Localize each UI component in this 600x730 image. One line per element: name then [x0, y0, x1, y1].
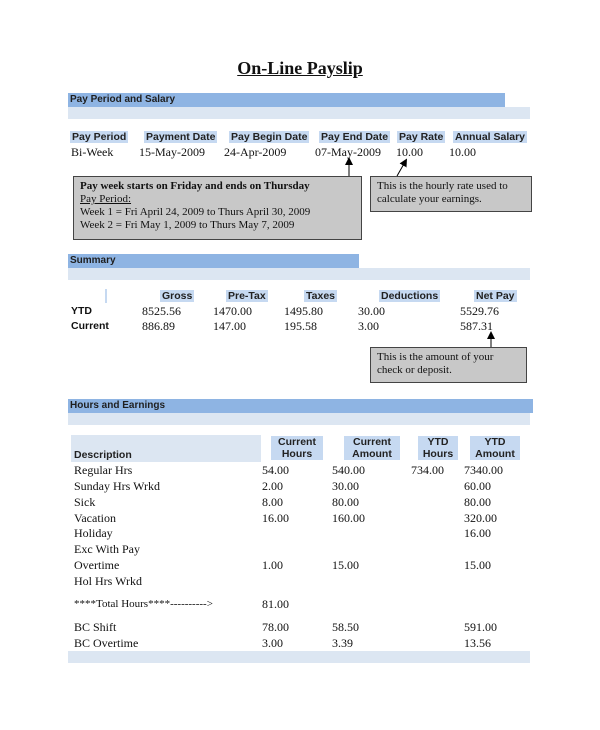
hours-row-cur-hours: 54.00 — [262, 463, 289, 477]
hours-row-cur-hours: 1.00 — [262, 558, 283, 572]
note-net-line1: This is the amount of your — [377, 351, 494, 363]
hours-header-ytd-hours: YTD Hours — [418, 436, 458, 460]
hours-row-cur-amount: 160.00 — [332, 511, 365, 525]
note-pay-week-line4: Week 2 = Fri May 1, 2009 to Thurs May 7, 2009 — [80, 219, 295, 231]
summary-current-taxes: 195.58 — [284, 319, 317, 333]
page-title: On-Line Payslip — [237, 58, 363, 78]
summary-ytd-net-pay: 5529.76 — [460, 304, 499, 318]
col-header-pay-end-date: Pay End Date — [321, 131, 389, 143]
summary-header-pretax: Pre-Tax — [228, 290, 266, 302]
col-header-payment-date: Payment Date — [146, 131, 216, 143]
summary-marker — [105, 289, 107, 303]
note-net-line2: check or deposit. — [377, 364, 452, 376]
hours-row-desc: Sunday Hrs Wrkd — [74, 479, 160, 493]
hours-row-desc: Exc With Pay — [74, 542, 140, 556]
bc-row-cur-hours: 3.00 — [262, 636, 283, 650]
hours-row-cur-hours: 16.00 — [262, 511, 289, 525]
note-rate-line1: This is the hourly rate used to — [377, 180, 508, 192]
summary-row-label-current: Current — [71, 320, 109, 332]
section-heading-pay-period: Pay Period and Salary — [68, 93, 505, 107]
total-hours-label: ****Total Hours****----------> — [74, 598, 213, 610]
summary-current-pretax: 147.00 — [213, 319, 246, 333]
hours-row-cur-amount: 540.00 — [332, 463, 365, 477]
summary-header-deductions: Deductions — [381, 290, 439, 302]
section-footer-divider — [68, 651, 530, 663]
hours-row-desc: Overtime — [74, 558, 120, 572]
hours-header-ytd-amount: YTD Amount — [470, 436, 520, 460]
hours-row-cur-hours: 8.00 — [262, 495, 283, 509]
hours-row-ytd-amount: 15.00 — [464, 558, 491, 572]
col-header-annual-salary: Annual Salary — [455, 131, 526, 143]
summary-ytd-gross: 8525.56 — [142, 304, 181, 318]
hours-row-ytd-amount: 16.00 — [464, 526, 491, 540]
bc-row-ytd-amount: 591.00 — [464, 620, 497, 634]
value-payment-date: 15-May-2009 — [139, 145, 205, 159]
note-rate-line2: calculate your earnings. — [377, 193, 482, 205]
note-pay-week-line2: Pay Period: — [80, 193, 132, 205]
value-annual-salary: 10.00 — [449, 145, 476, 159]
section-heading-summary: Summary — [68, 254, 359, 268]
hours-row-ytd-amount: 320.00 — [464, 511, 497, 525]
col-header-pay-rate: Pay Rate — [399, 131, 444, 143]
bc-row-desc: BC Shift — [74, 620, 117, 634]
hours-row-desc: Sick — [74, 495, 96, 509]
summary-row-label-ytd: YTD — [71, 305, 92, 317]
value-pay-rate: 10.00 — [396, 145, 423, 159]
note-pay-week-line3: Week 1 = Fri April 24, 2009 to Thurs April 30, 2009 — [80, 206, 311, 218]
col-header-pay-period: Pay Period — [72, 131, 127, 143]
bc-row-desc: BC Overtime — [74, 636, 139, 650]
hours-row-ytd-amount: 7340.00 — [464, 463, 503, 477]
summary-ytd-pretax: 1470.00 — [213, 304, 252, 318]
summary-header-gross: Gross — [162, 290, 193, 302]
hours-row-desc: Holiday — [74, 526, 113, 540]
hours-row-ytd-amount: 80.00 — [464, 495, 491, 509]
summary-current-deductions: 3.00 — [358, 319, 379, 333]
bc-row-cur-hours: 78.00 — [262, 620, 289, 634]
summary-ytd-deductions: 30.00 — [358, 304, 385, 318]
hours-row-desc: Vacation — [74, 511, 116, 525]
hours-header-current-amount: Current Amount — [344, 436, 400, 460]
section-heading-hours: Hours and Earnings — [68, 399, 533, 413]
summary-current-net-pay: 587.31 — [460, 319, 493, 333]
value-pay-begin-date: 24-Apr-2009 — [224, 145, 287, 159]
section-divider — [68, 413, 530, 425]
section-divider — [68, 268, 530, 280]
note-pay-week-line1: Pay week starts on Friday and ends on Thursday — [80, 180, 310, 192]
summary-current-gross: 886.89 — [142, 319, 175, 333]
hours-row-ytd-amount: 60.00 — [464, 479, 491, 493]
col-header-pay-begin-date: Pay Begin Date — [231, 131, 308, 143]
summary-ytd-taxes: 1495.80 — [284, 304, 323, 318]
arrow-pay-rate — [397, 162, 405, 176]
hours-header-description: Description — [74, 449, 132, 461]
bc-row-cur-amount: 3.39 — [332, 636, 353, 650]
summary-header-net-pay: Net Pay — [476, 290, 515, 302]
value-pay-end-date: 07-May-2009 — [315, 145, 381, 159]
hours-row-cur-amount: 30.00 — [332, 479, 359, 493]
bc-row-cur-amount: 58.50 — [332, 620, 359, 634]
bc-row-ytd-amount: 13.56 — [464, 636, 491, 650]
note-net-pay — [370, 347, 527, 383]
summary-header-taxes: Taxes — [306, 290, 335, 302]
hours-row-desc: Hol Hrs Wrkd — [74, 574, 142, 588]
hours-row-ytd-hours: 734.00 — [411, 463, 444, 477]
total-hours-value: 81.00 — [262, 597, 289, 611]
hours-header-current-hours: Current Hours — [271, 436, 323, 460]
hours-row-cur-amount: 15.00 — [332, 558, 359, 572]
hours-row-cur-amount: 80.00 — [332, 495, 359, 509]
hours-row-desc: Regular Hrs — [74, 463, 133, 477]
hours-row-cur-hours: 2.00 — [262, 479, 283, 493]
value-pay-period: Bi-Week — [71, 145, 114, 159]
